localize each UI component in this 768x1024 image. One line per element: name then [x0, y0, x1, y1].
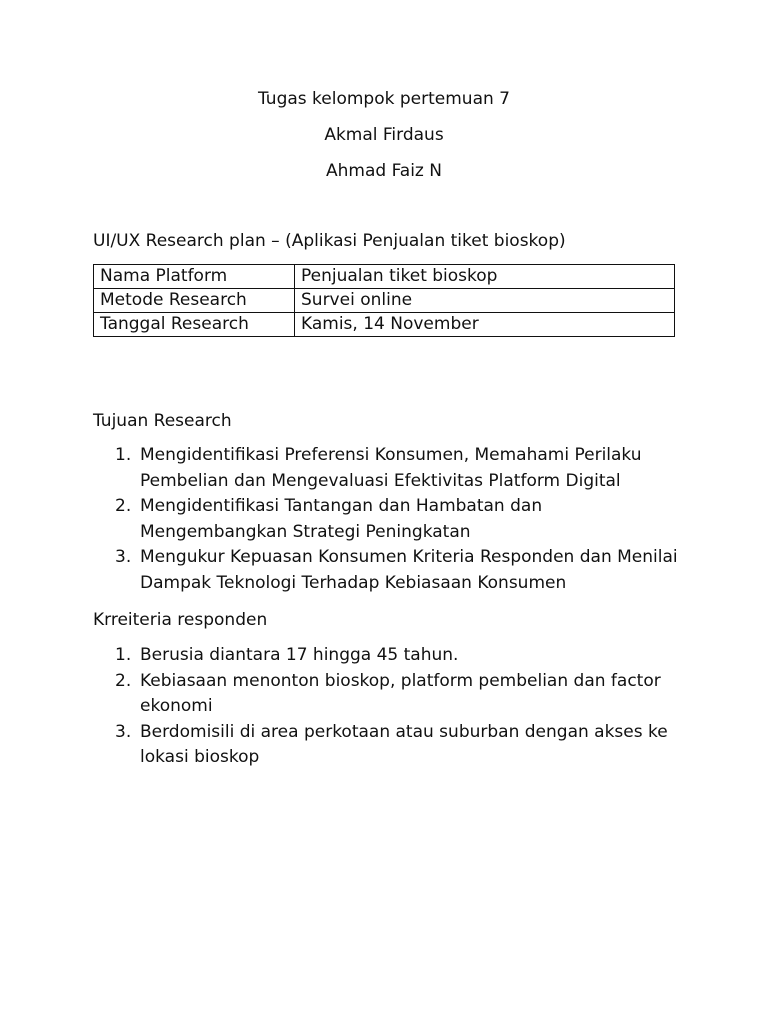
list-number: 3. — [115, 547, 132, 567]
table-cell-key: Nama Platform — [94, 265, 295, 289]
list-number: 2. — [115, 670, 132, 691]
list-number: 1. — [115, 645, 132, 665]
list-item-text: Berusia diantara 17 hingga 45 tahun. — [140, 645, 459, 665]
table-row — [94, 289, 675, 313]
list-item-text: Berdomisili di area perkotaan atau suburban dengan akses ke lokasi bioskop — [140, 721, 668, 767]
research-plan-table — [93, 264, 675, 337]
table-cell-value: Kamis, 14 November — [295, 313, 675, 337]
list-number: 3. — [115, 721, 132, 742]
table-cell-value: Survei online — [295, 289, 675, 313]
criteria-heading: Krreiteria responden — [93, 610, 268, 630]
table-cell-key: Tanggal Research — [94, 313, 295, 337]
list-item — [93, 545, 693, 596]
table-cell-key: Metode Research — [94, 289, 295, 313]
list-item-text: Mengidentifikasi Tantangan dan Hambatan dan Mengembangkan Strategi Peningkatan — [140, 496, 543, 542]
table-row — [94, 265, 675, 289]
list-item — [93, 643, 693, 669]
list-item — [93, 720, 693, 771]
author-name: Ahmad Faiz N — [326, 161, 442, 181]
goals-list — [93, 443, 693, 596]
table-cell-value: Penjualan tiket bioskop — [295, 265, 675, 289]
goals-heading: Tujuan Research — [93, 411, 232, 431]
list-item-text: Mengukur Kepuasan Konsumen Kriteria Responden dan Menilai Dampak Teknologi Terhadap Kebiasaan Konsumen — [140, 547, 678, 593]
criteria-list — [93, 643, 693, 771]
list-item — [93, 669, 693, 720]
table-row — [94, 313, 675, 337]
research-plan-heading: UI/UX Research plan – (Aplikasi Penjualan tiket bioskop) — [93, 231, 566, 251]
list-item-text: Mengidentifikasi Preferensi Konsumen, Memahami Perilaku Pembelian dan Mengevaluasi Efektivitas Platform Digital — [140, 445, 642, 491]
list-item-text: Kebiasaan menonton bioskop, platform pembelian dan factor ekonomi — [140, 670, 661, 716]
list-item — [93, 494, 693, 545]
document-title: Tugas kelompok pertemuan 7 — [258, 89, 510, 109]
list-item — [93, 443, 693, 494]
list-number: 2. — [115, 496, 132, 516]
list-number: 1. — [115, 445, 132, 465]
author-name: Akmal Firdaus — [324, 125, 444, 145]
